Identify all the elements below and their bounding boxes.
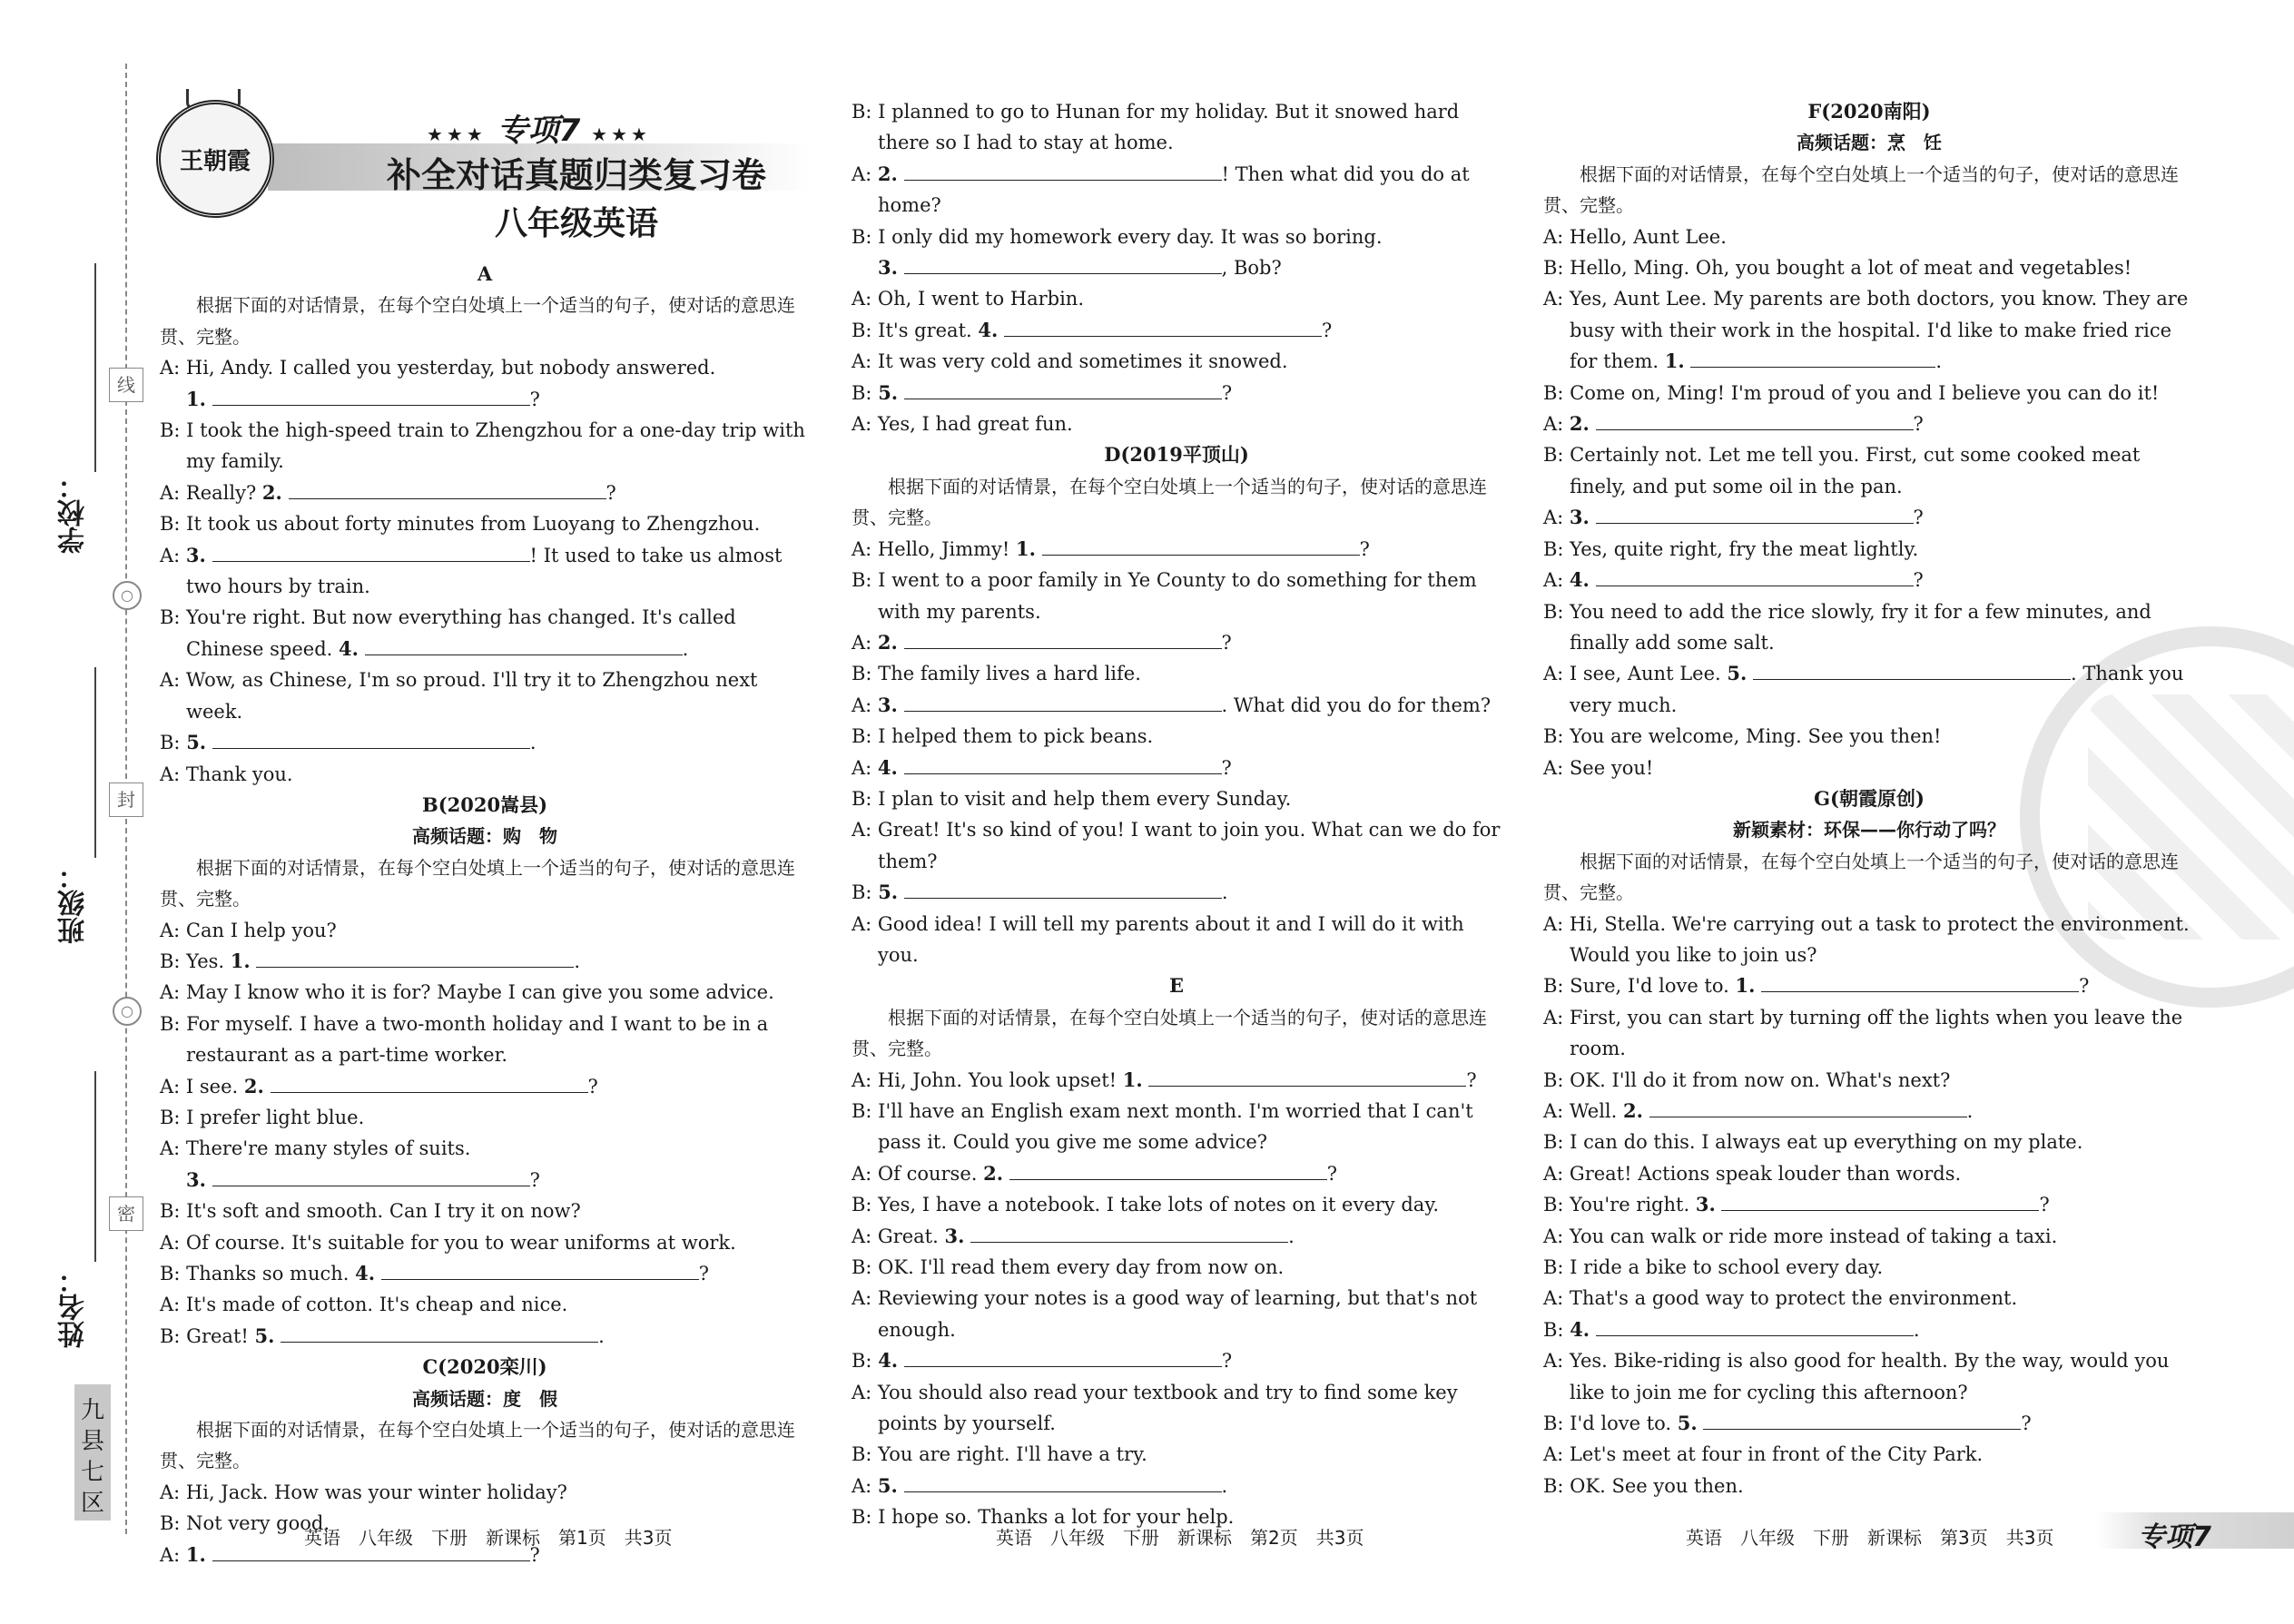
dialog-line: B: I went to a poor family in Ye County to do something for them with my parents.: [852, 569, 1477, 623]
answer-blank[interactable]: [904, 691, 1222, 712]
blank-number: 4.: [878, 1349, 899, 1373]
dialog-line: B: I planned to go to Hunan for my holiday. But it snowed hard there so I had to stay at home.: [852, 101, 1460, 154]
dialog-line: B: 5. .: [160, 727, 810, 758]
seal-feng: 封: [109, 782, 143, 817]
section-f-topic: 高频话题：烹 饪: [1797, 132, 1942, 154]
blank-number: 5.: [1727, 662, 1748, 685]
answer-blank[interactable]: [271, 1072, 588, 1093]
answer-blank[interactable]: [1042, 535, 1360, 556]
blank-number: 1.: [185, 1542, 206, 1566]
section-c-topic: 高频话题：度 假: [412, 1387, 557, 1410]
answer-blank[interactable]: [212, 1166, 530, 1186]
blank-row: [852, 252, 1501, 283]
punch-hole-icon: ○: [113, 581, 142, 610]
dialog-line: A: Of course. 2. ?: [852, 1158, 1501, 1189]
dialog-line: A: You should also read your textbook and try to find some key points by yourself.: [852, 1381, 1458, 1435]
line-text: B:: [852, 881, 879, 904]
dialog-line: A: Yes. Bike-riding is also good for health. By the way, would you like to join me for cycling this afternoon?: [1543, 1350, 2170, 1403]
blank-number: 4.: [978, 318, 999, 341]
dialog-line: A: Good idea! I will tell my parents about it and I will do it with you.: [852, 912, 1464, 966]
instruction: 根据下面的对话情景，在每个空白处填上一个适当的句子，使对话的意思连贯、完整。: [1543, 850, 2179, 904]
dialog-line: B: I can do this. I always eat up everything on my plate.: [1543, 1131, 2083, 1154]
answer-blank[interactable]: [1009, 1159, 1327, 1180]
answer-blank[interactable]: [904, 628, 1222, 649]
special-tag: [2097, 1512, 2294, 1553]
seal-xian: 线: [109, 368, 143, 402]
blank-number: 2.: [1569, 412, 1590, 436]
blank-number: 4.: [339, 636, 359, 660]
blank-number: 4.: [1570, 1317, 1590, 1341]
dialog-line: B: I took the high-speed train to Zhengzhou for a one-day trip with my family.: [160, 419, 805, 473]
blank-number: 3.: [878, 256, 898, 280]
answer-blank[interactable]: [1690, 347, 1935, 368]
dialog-line: B: I helped them to pick beans.: [852, 725, 1154, 748]
line-text: . Thank you very much.: [1570, 663, 2184, 716]
answer-blank[interactable]: [904, 1471, 1222, 1492]
line-text: A: Of course.: [852, 1162, 984, 1185]
line-text: A:: [1543, 413, 1570, 436]
dialog-line: [160, 540, 810, 603]
dialog-line: A: Hello, Aunt Lee.: [1543, 225, 1727, 248]
answer-blank[interactable]: [1703, 1409, 2021, 1430]
punch-hole-icon: ○: [113, 997, 142, 1026]
dialog-line: B: Certainly not. Let me tell you. First, cut some cooked meat finely, and put some oil in the pan.: [1543, 444, 2141, 497]
dialog-line: A: Well. 2. .: [1543, 1096, 2195, 1127]
blank-number: 1.: [1016, 536, 1036, 560]
answer-blank[interactable]: [256, 947, 574, 968]
dialog-line: A: 4. ?: [852, 753, 1501, 783]
dialog-line: A: You can walk or ride more instead of taking a taxi.: [1543, 1225, 2058, 1247]
blank-number: 5.: [186, 731, 207, 754]
section-g-title: G(朝霞原创): [1814, 786, 1925, 810]
line-text: A:: [1543, 507, 1570, 529]
dialog-line: A: Hi, Jack. How was your winter holiday?: [160, 1481, 567, 1503]
blank-number: 3.: [877, 693, 898, 716]
line-text: B: Thanks so much.: [160, 1263, 356, 1284]
dialog-line: A: It was very cold and sometimes it snowed.: [852, 350, 1288, 373]
special-tag-label: 专项7: [2138, 1521, 2211, 1553]
dialog-line: A: Yes, Aunt Lee. My parents are both doctors, you know. They are busy with their work in the hospital. I'd like to make fried rice for them. 1. .: [1543, 288, 2189, 373]
blank-number: 2.: [1623, 1099, 1643, 1122]
column-2: [852, 96, 1501, 1533]
blank-number: 4.: [1569, 568, 1590, 592]
line-text: B: You're right. But now everything has changed. It's called Chinese speed.: [160, 606, 736, 660]
name-label: 姓名：: [58, 1266, 90, 1348]
line-text: A: Hi, John. You look upset!: [852, 1068, 1123, 1091]
blank-number: 4.: [355, 1262, 376, 1284]
dialog-line: B: For myself. I have a two-month holiday and I want to be in a restaurant as a part-time worker.: [160, 1012, 769, 1067]
blank-number: 2.: [261, 480, 282, 504]
blank-number: 3.: [1695, 1193, 1716, 1216]
answer-blank[interactable]: [1596, 503, 1914, 524]
dialog-line: A: It's made of cotton. It's cheap and nice.: [160, 1294, 568, 1316]
blank-number: 2.: [877, 162, 898, 185]
blank-number: 4.: [877, 755, 898, 779]
answer-blank[interactable]: [904, 379, 1222, 399]
line-text: A: Really?: [160, 481, 262, 504]
class-label: 班级：: [58, 862, 90, 944]
logo-text: 王朝霞: [179, 147, 251, 175]
dialog-line: A: Great. 3. .: [852, 1221, 1501, 1252]
dialog-line: A: There're many styles of suits.: [160, 1137, 471, 1160]
dialog-line: B: OK. See you then.: [1543, 1474, 1744, 1497]
blank-number: 1.: [230, 949, 251, 972]
blank-number: 3.: [185, 543, 206, 566]
special-heading: [427, 105, 651, 150]
answer-blank[interactable]: [212, 385, 530, 406]
dialog-line: A: First, you can start by turning off the lights when you leave the room.: [1543, 1006, 2183, 1060]
answer-blank[interactable]: [1721, 1190, 2039, 1211]
dialog-line: B: 5. .: [852, 877, 1501, 908]
binding-margin: [0, 0, 136, 1624]
column-1: [160, 259, 810, 1570]
dialog-line: [852, 690, 1501, 721]
dialog-line: A: 4. ?: [1543, 565, 2195, 595]
dialog-line: B: OK. I'll read them every day from now on.: [852, 1256, 1285, 1279]
dialog-line: A: Hello, Jimmy! 1. ?: [852, 534, 1501, 565]
dialog-line: A: 2. ?: [852, 627, 1501, 658]
name-line[interactable]: [94, 1071, 96, 1262]
dialog-line: B: The family lives a hard life.: [852, 663, 1141, 685]
dialog-line: B: Not very good.: [160, 1512, 330, 1535]
section-b-topic: 高频话题：购 物: [412, 825, 557, 848]
dialog-line: B: Yes, I have a notebook. I take lots of notes on it every day.: [852, 1194, 1440, 1216]
dialog-line: B: I'll have an English exam next month. I'm worried that I can't pass it. Could you give me some advice?: [852, 1100, 1473, 1154]
dialog-line: B: I only did my homework every day. It was so boring.: [852, 225, 1383, 248]
dialog-line: B: You are right. I'll have a try.: [852, 1443, 1147, 1466]
blank-number: 5.: [877, 1473, 898, 1497]
line-text: A:: [852, 756, 878, 779]
dialog-line: B: I hope so. Thanks a lot for your help.: [852, 1506, 1235, 1529]
blank-number: 1.: [1664, 349, 1685, 373]
section-g-topic: 新颖素材：环保——你行动了吗？: [1733, 819, 2005, 842]
dialog-line: A: Of course. It's suitable for you to wear uniforms at work.: [160, 1231, 736, 1254]
dialog-line: A: Reviewing your notes is a good way of learning, but that's not enough.: [852, 1287, 1478, 1341]
instruction: 根据下面的对话情景，在每个空白处填上一个适当的句子，使对话的意思连贯、完整。: [160, 1419, 795, 1472]
line-text: A:: [852, 1474, 878, 1497]
answer-blank[interactable]: [904, 1346, 1222, 1367]
line-text: ! It used to take us almost two hours by train.: [186, 544, 783, 598]
section-a-title: A: [477, 262, 493, 285]
answer-blank[interactable]: [1004, 316, 1322, 337]
line-text: A: I see.: [160, 1075, 244, 1097]
blank-number: 1.: [186, 387, 206, 410]
answer-blank[interactable]: [365, 635, 683, 655]
section-d-title: D(2019平顶山): [1104, 443, 1249, 467]
line-text: A: Well.: [1543, 1100, 1623, 1122]
dialog-line: [852, 159, 1501, 221]
line-text: A:: [1543, 569, 1570, 592]
dialog-line: A: Wow, as Chinese, I'm so proud. I'll try it to Zhengzhou next week.: [160, 669, 758, 723]
section-b-title: B(2020嵩县): [421, 792, 548, 816]
dialog-line: B: 4. ?: [852, 1345, 1501, 1376]
dialog-line: B: You're right. 3. ?: [1543, 1189, 2195, 1220]
line-text: A:: [852, 162, 878, 185]
blank-number: 5.: [878, 881, 899, 904]
line-text: B: Yes.: [160, 950, 231, 972]
dialog-line: A: Let's meet at four in front of the City Park.: [1543, 1443, 1984, 1466]
dialog-line: B: Thanks so much. 4. ?: [160, 1258, 810, 1289]
blank-number: 3.: [944, 1224, 965, 1247]
answer-blank[interactable]: [904, 253, 1222, 274]
blank-number: 5.: [254, 1324, 275, 1347]
school-line[interactable]: [94, 263, 96, 472]
instruction: 根据下面的对话情景，在每个空白处填上一个适当的句子，使对话的意思连贯、完整。: [852, 475, 1487, 529]
dialog-line: B: Yes, quite right, fry the meat lightly.: [1543, 537, 1919, 560]
section-c-title: C(2020栾川): [422, 1355, 547, 1379]
line-text: B: I'd love to.: [1543, 1412, 1678, 1435]
line-text: B:: [1543, 1318, 1570, 1341]
dialog-line: A: May I know who it is for? Maybe I can give you some advice.: [160, 981, 774, 1004]
dialog-line: [1543, 658, 2195, 721]
answer-blank[interactable]: [1761, 971, 2079, 992]
star-icons: ★★★: [591, 123, 651, 145]
dialog-line: B: You're right. But now everything has changed. It's called Chinese speed. 4. .: [160, 606, 736, 660]
blank-number: 2.: [877, 630, 898, 654]
answer-blank[interactable]: [1148, 1066, 1466, 1087]
line-text: A:: [852, 631, 878, 654]
dialog-line: A: Hi, John. You look upset! 1. ?: [852, 1065, 1501, 1096]
subject-title: 八年级英语: [494, 205, 658, 242]
blank-number: 5.: [1677, 1412, 1698, 1435]
dialog-line: B: Yes. 1. .: [160, 946, 810, 977]
class-line[interactable]: [94, 667, 96, 858]
blank-number: 3.: [186, 1167, 206, 1191]
dialog-line: B: Come on, Ming! I'm proud of you and I believe you can do it!: [1543, 381, 2160, 404]
page-title: 补全对话真题归类复习卷: [386, 155, 766, 195]
answer-blank[interactable]: [381, 1259, 699, 1280]
dialog-line: B: You are welcome, Ming. See you then!: [1543, 725, 1942, 748]
blank-row: 1. ?: [160, 384, 810, 415]
blank-number: 1.: [1122, 1068, 1143, 1091]
dialog-line: B: Sure, I'd love to. 1. ?: [1543, 970, 2195, 1001]
line-text: A: Hello, Jimmy!: [852, 537, 1017, 560]
answer-blank[interactable]: [212, 728, 530, 749]
dialog-line: A: Thank you.: [160, 763, 293, 785]
line-text: , Bob?: [1221, 257, 1282, 280]
answer-blank[interactable]: [1649, 1097, 1967, 1117]
line-text: A: Great.: [852, 1225, 945, 1247]
answer-blank[interactable]: [289, 478, 606, 499]
line-text: B: It's great.: [852, 319, 979, 341]
line-text: B: Sure, I'd love to.: [1543, 975, 1736, 998]
star-icons: ★★★: [427, 123, 487, 145]
line-text: A: I see, Aunt Lee.: [1543, 663, 1728, 685]
dialog-line: B: Hello, Ming. Oh, you bought a lot of meat and vegetables!: [1543, 257, 2132, 280]
dialog-line: B: Great! 5. .: [160, 1321, 810, 1352]
blank-number: 5.: [878, 380, 899, 404]
brand-logo: [156, 100, 274, 218]
instruction: 根据下面的对话情景，在每个空白处填上一个适当的句子，使对话的意思连贯、完整。: [160, 856, 795, 910]
dialog-line: A: That's a good way to protect the environment.: [1543, 1287, 2018, 1310]
blank-number: 2.: [243, 1074, 264, 1097]
blank-number: 2.: [983, 1161, 1004, 1185]
dialog-line: B: It's soft and smooth. Can I try it on now?: [160, 1200, 581, 1223]
dialog-line: A: 1. ?: [160, 1540, 810, 1570]
dialog-line: A: See you!: [1543, 756, 1654, 779]
region-label: 九县七区: [74, 1384, 111, 1521]
page-footer-3: 英语 八年级 下册 新课标 第3页 共3页: [1686, 1527, 2054, 1549]
special-number: 专项7: [497, 113, 581, 149]
column-3: [1543, 96, 2195, 1501]
dialog-line: A: Yes, I had great fun.: [852, 413, 1073, 436]
dialog-line: A: 3. ?: [1543, 502, 2195, 533]
dialog-line: B: I plan to visit and help them every Sunday.: [852, 787, 1292, 810]
line-text: A:: [160, 1543, 186, 1566]
page-footer-1: 英语 八年级 下册 新课标 第1页 共3页: [304, 1527, 673, 1549]
dialog-line: B: 5. ?: [852, 378, 1501, 408]
dialog-line: B: 4. .: [1543, 1314, 2195, 1345]
line-text: A:: [852, 694, 878, 716]
line-text: A: Yes, Aunt Lee. My parents are both doctors, you know. They are busy with their work in the hospital. I'd like to make fried rice for them.: [1543, 288, 2189, 373]
instruction: 根据下面的对话情景，在每个空白处填上一个适当的句子，使对话的意思连贯、完整。: [1543, 162, 2179, 217]
blank-row: 3. ?: [160, 1165, 810, 1196]
answer-blank[interactable]: [904, 878, 1222, 899]
dialog-line: A: Hi, Stella. We're carrying out a task to protect the environment. Would you like to join us?: [1543, 912, 2190, 966]
instruction: 根据下面的对话情景，在每个空白处填上一个适当的句子，使对话的意思连贯、完整。: [852, 1006, 1487, 1060]
answer-blank[interactable]: [970, 1222, 1288, 1243]
dialog-line: A: 2. ?: [1543, 408, 2195, 439]
dialog-line: A: Oh, I went to Harbin.: [852, 288, 1085, 310]
dialog-line: B: It's great. 4. ?: [852, 315, 1501, 346]
answer-blank[interactable]: [1596, 409, 1914, 430]
line-text: B:: [852, 1350, 879, 1373]
answer-blank[interactable]: [212, 541, 530, 562]
dialog-line: A: Hi, Andy. I called you yesterday, but nobody answered.: [160, 357, 716, 379]
page-footer-2: 英语 八年级 下册 新课标 第2页 共3页: [996, 1527, 1364, 1549]
line-text: A:: [160, 544, 186, 566]
answer-blank[interactable]: [904, 160, 1222, 181]
dialog-line: B: It took us about forty minutes from Luoyang to Zhengzhou.: [160, 513, 761, 536]
dialog-line: A: Great! It's so kind of you! I want to join you. What can we do for them?: [852, 819, 1501, 872]
dialog-line: B: You need to add the rice slowly, fry it for a few minutes, and finally add some salt.: [1543, 600, 2151, 654]
answer-blank[interactable]: [1596, 566, 1914, 586]
seal-mi: 密: [109, 1196, 143, 1231]
line-text: B: You're right.: [1543, 1194, 1696, 1216]
answer-blank[interactable]: [281, 1322, 598, 1343]
dialog-line: A: Can I help you?: [160, 919, 337, 941]
dialog-line: B: OK. I'll do it from now on. What's next?: [1543, 1068, 1951, 1091]
answer-blank[interactable]: [904, 753, 1222, 774]
section-e-title: E: [1168, 974, 1184, 998]
school-label: 学校：: [58, 472, 90, 554]
dialog-line: B: I prefer light blue.: [160, 1106, 365, 1128]
line-text: B:: [852, 381, 879, 404]
line-text: B: Great!: [160, 1324, 255, 1347]
dialog-line: B: I'd love to. 5. ?: [1543, 1408, 2195, 1439]
instruction: 根据下面的对话情景，在每个空白处填上一个适当的句子，使对话的意思连贯、完整。: [160, 294, 795, 348]
line-text: ! Then what did you do at home?: [878, 162, 1470, 217]
blank-number: 1.: [1735, 974, 1756, 998]
blank-number: 3.: [1569, 506, 1590, 529]
answer-blank[interactable]: [1596, 1315, 1914, 1336]
section-f-title: F(2020南阳): [1807, 100, 1931, 123]
line-text: . What did you do for them?: [1221, 694, 1492, 716]
dialog-line: B: I ride a bike to school every day.: [1543, 1256, 1884, 1279]
answer-blank[interactable]: [1753, 659, 2071, 680]
dialog-line: A: I see. 2. ?: [160, 1071, 810, 1102]
line-text: B:: [160, 732, 187, 754]
dialog-line: A: 5. .: [852, 1471, 1501, 1501]
dialog-line: A: Really? 2. ?: [160, 477, 810, 508]
dialog-line: A: Great! Actions speak louder than words.: [1543, 1162, 1962, 1185]
